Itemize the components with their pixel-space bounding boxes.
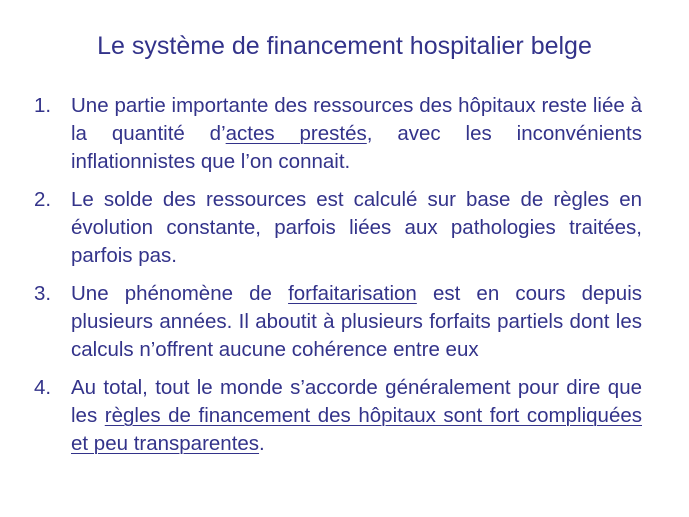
item-text-end: . <box>259 432 265 455</box>
item-number: 1. <box>34 94 52 117</box>
item-number: 4. <box>34 376 52 399</box>
item-number: 2. <box>34 188 52 211</box>
underlined-term: actes prestés <box>225 122 367 145</box>
item-text: Le solde des ressources est calculé sur base de règles en évolution constante, parfois liées aux pathologies traitées, parfois pas. <box>71 188 642 267</box>
item-text: Une phénomène de <box>71 282 289 305</box>
list-item <box>34 186 642 270</box>
underlined-term: forfaitarisation <box>288 282 417 305</box>
underlined-term: règles de financement des hôpitaux sont fort compliquées et peu transparentes <box>71 404 642 455</box>
numbered-list <box>34 92 642 468</box>
item-text: Une partie importante des ressources des hôpitaux reste liée à la quantité d’ <box>71 94 642 145</box>
list-item <box>34 280 642 364</box>
list-item <box>34 374 642 458</box>
item-text-end: , avec les inconvénients inflationnistes que l’on connait. <box>71 122 642 173</box>
slide-title: Le système de financement hospitalier belge <box>97 32 592 60</box>
item-text: Au total, tout le monde s’accorde généralement pour dire que les <box>71 376 642 427</box>
list-item <box>34 92 642 176</box>
item-text-end: est en cours depuis plusieurs années. Il aboutit à plusieurs forfaits partiels dont les calculs n’offrent aucune cohérence entre eux <box>71 282 642 361</box>
item-number: 3. <box>34 282 52 305</box>
